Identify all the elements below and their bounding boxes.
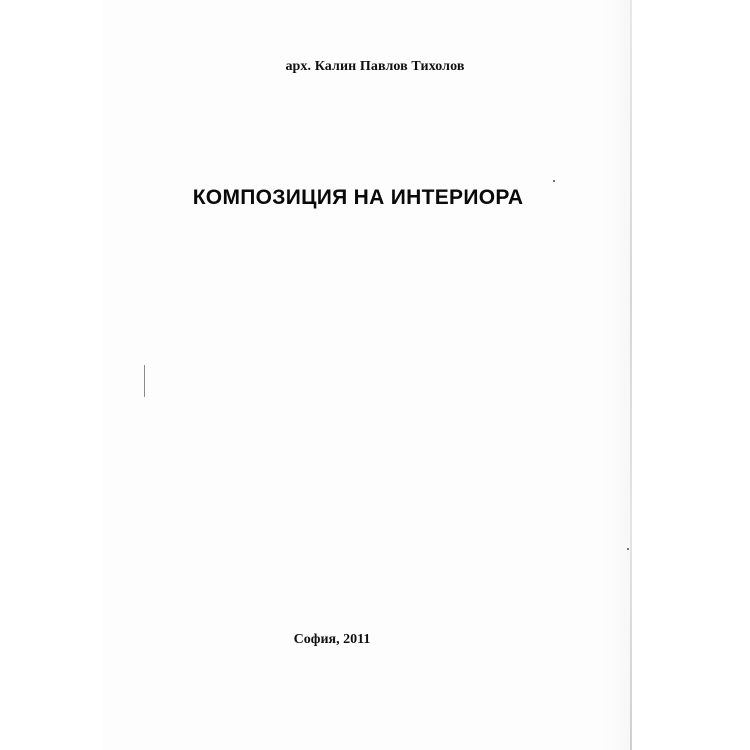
- publication-place-year: София, 2011: [293, 632, 371, 647]
- author-name: арх. Калин Павлов Тихолов: [285, 59, 465, 74]
- margin-scan-mark: [144, 365, 145, 397]
- scan-speck: [627, 548, 629, 550]
- book-title: КОМПОЗИЦИЯ НА ИНТЕРИОРА: [192, 186, 524, 209]
- scan-speck: [553, 180, 555, 182]
